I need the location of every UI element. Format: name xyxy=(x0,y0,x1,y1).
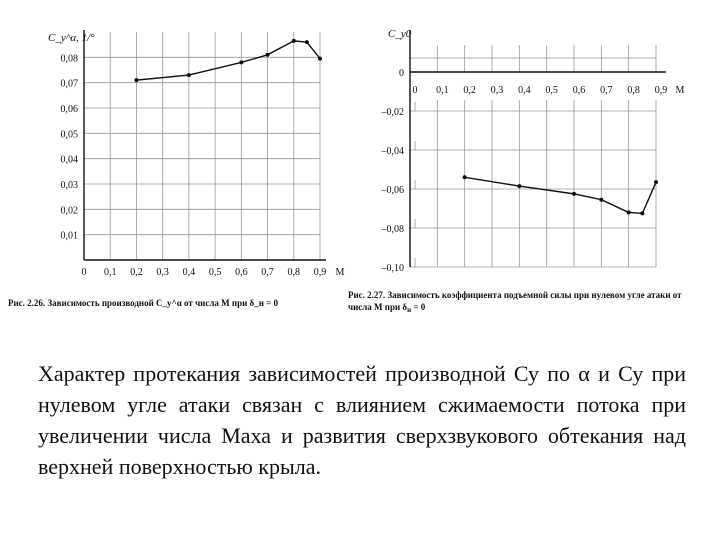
chart1-x-tick-label: 0,8 xyxy=(287,267,301,278)
chart2-x-tick-label: 0,3 xyxy=(490,85,504,96)
chart1-data-point xyxy=(134,78,138,82)
chart1-x-tick-label: 0,4 xyxy=(182,267,196,278)
chart-cy0 xyxy=(348,28,685,314)
chart1-data-point xyxy=(187,73,191,77)
chart2-x-tick-label: 0,5 xyxy=(545,85,558,96)
body-paragraph: Характер протекания зависимостей производной Су по α и Су при нулевом угле атаки связан с влиянием сжимаемости потока при увеличении числа Маха и развития сверхзвукового обтекания над верхней поверхностью крыла. xyxy=(38,361,686,479)
chart2-x-tick-label: 0,9 xyxy=(654,85,668,96)
chart2-x-tick-label: 0,4 xyxy=(518,85,531,96)
chart1-y-tick-label: 0,08 xyxy=(60,53,78,65)
chart2-y-tick-label: –0,02 xyxy=(381,107,404,118)
chart2-series-line xyxy=(465,177,656,213)
chart2-y-tick-label: –0,06 xyxy=(381,185,404,196)
chart1-y-tick-label: 0,07 xyxy=(60,78,78,90)
chart2-caption-line1: Рис. 2.27. Зависимость коэффициента подъемной силы при нулевом угле атаки от xyxy=(348,290,682,300)
chart2-data-point xyxy=(654,180,658,184)
chart1-x-tick-label: 0,1 xyxy=(103,267,117,278)
chart1-x-tick-label: 0,2 xyxy=(130,267,143,278)
chart2-y-tick-label: –0,04 xyxy=(381,146,404,157)
chart2-x-tick-label: 0,6 xyxy=(572,85,586,96)
chart2-y-tick-label: –0,10 xyxy=(381,263,404,274)
chart1-x-tick-label: 0,9 xyxy=(313,267,327,278)
chart2-x-tick-label: 0,2 xyxy=(463,85,476,96)
chart2-data-point xyxy=(517,184,521,188)
chart1-x-tick-label: 0,3 xyxy=(156,267,169,278)
chart1-data-point xyxy=(305,40,309,44)
chart2-x-tick-label: 0,8 xyxy=(627,85,640,96)
chart2-caption-line2: числа M при $\delta_н = 0$ xyxy=(348,302,426,314)
chart1-y-tick-label: 0,04 xyxy=(60,154,78,166)
chart-cy-alpha xyxy=(8,30,345,308)
chart2-data-point xyxy=(599,198,603,202)
chart2-data-point xyxy=(572,192,576,196)
chart2-data-point xyxy=(463,175,467,179)
chart1-x-axis-label: M xyxy=(335,267,345,278)
chart1-y-tick-label: 0,01 xyxy=(60,230,78,242)
chart2-x-axis-label: M xyxy=(675,85,685,96)
chart2-y-axis-label: C_y0 xyxy=(388,28,412,40)
chart2-y-tick-label: –0,08 xyxy=(381,224,404,235)
chart1-y-tick-label: 0,06 xyxy=(60,104,78,115)
chart1-data-point xyxy=(266,53,270,57)
chart1-y-tick-label: 0,02 xyxy=(60,205,78,217)
chart2-data-point xyxy=(627,210,631,214)
chart2-x-tick-label: 0 xyxy=(412,85,418,96)
chart1-x-tick-label: 0,7 xyxy=(261,267,274,278)
chart2-x-tick-label: 0,1 xyxy=(436,85,449,96)
chart2-data-point xyxy=(640,211,644,215)
chart2-x-tick-label: 0,7 xyxy=(600,85,613,96)
chart1-caption: Рис. 2.26. Зависимость производной C_y^α от числа M при δ_н = 0 xyxy=(8,298,279,308)
chart1-data-point xyxy=(239,60,243,64)
chart2-y-tick-label: 0 xyxy=(399,68,404,79)
chart1-y-tick-label: 0,03 xyxy=(60,180,78,191)
chart1-x-tick-label: 0 xyxy=(81,267,87,278)
chart1-y-axis-label: C_y^α, 1/° xyxy=(48,32,95,44)
chart1-data-point xyxy=(292,39,296,43)
chart1-y-tick-label: 0,05 xyxy=(60,129,78,141)
chart1-data-point xyxy=(318,57,322,61)
chart1-series-line xyxy=(136,41,320,80)
chart1-x-tick-label: 0,6 xyxy=(235,267,248,278)
chart1-x-tick-label: 0,5 xyxy=(208,267,222,278)
